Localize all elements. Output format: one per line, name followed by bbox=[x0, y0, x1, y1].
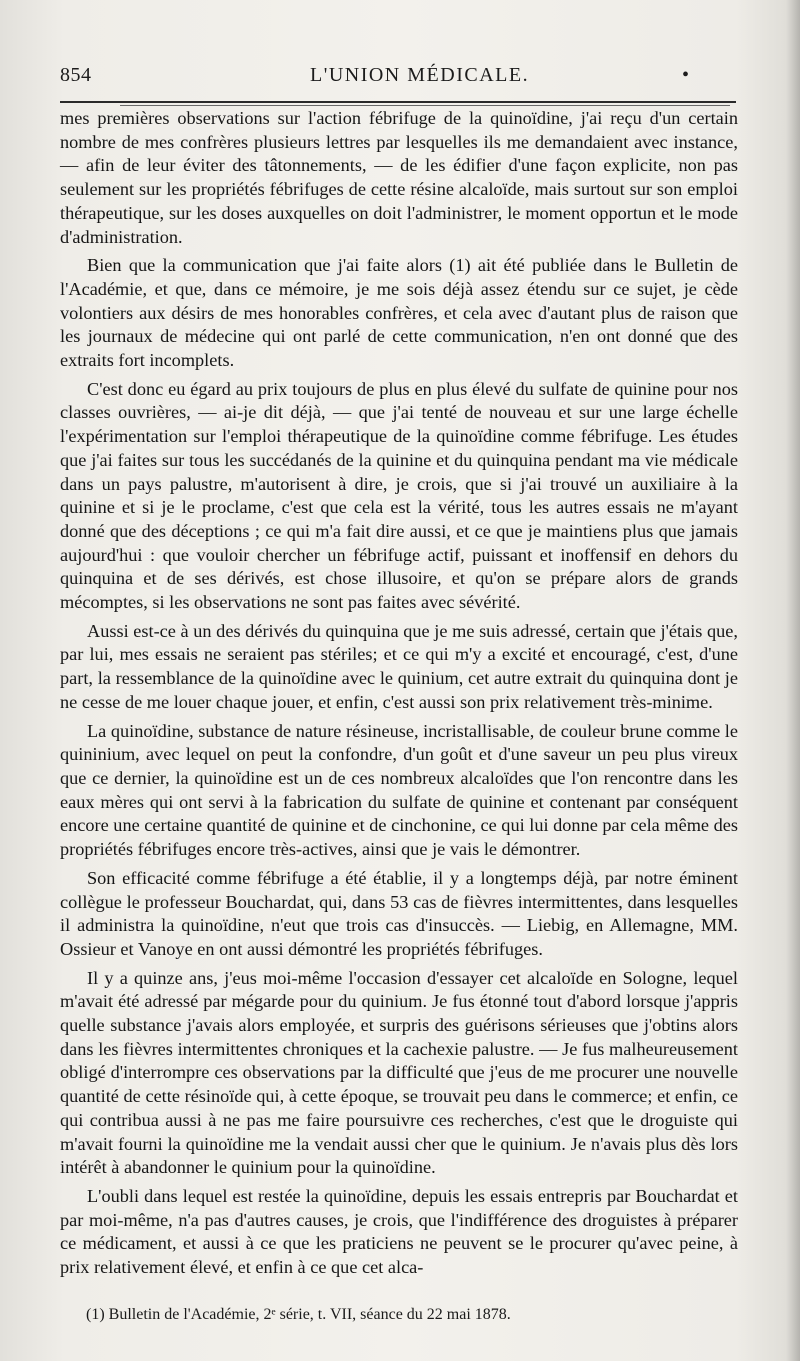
paragraph: La quinoïdine, substance de nature résineuse, incristallisable, de couleur brune comme le quininium, avec lequel on peut la confondre, d'un goût et d'une saveur un peu plus vireux que ce dernier, la quinoïdine est un de ces nombreux alcaloïdes que l'on rencontre dans les eaux mères qui ont servi à la fabrication du sulfate de quinine et contenant par conséquent encore une certaine quantité de quinine et de cinchonine, ce qui lui donne par cela même des propriétés fébrifuges encore très-actives, ainsi que je vais le démontrer. bbox=[60, 720, 738, 860]
paragraph: Aussi est-ce à un des dérivés du quinquina que je me suis adressé, certain que j'étais que, par lui, mes essais ne seraient pas stériles; et ce qui m'y a excité et encouragé, c'est, d'une part, la ressemblance de la quinoïdine avec le quinium, cet autre extrait du quinquina dont je ne cesse de me louer chaque jouer, et enfin, c'est aussi son prix relativement très-minime. bbox=[60, 620, 738, 712]
footnote: (1) Bulletin de l'Académie, 2ᵉ série, t. VII, séance du 22 mai 1878. bbox=[86, 1306, 511, 1323]
header-rule bbox=[60, 101, 736, 103]
header-ornament-dot: • bbox=[682, 64, 690, 86]
page-header bbox=[60, 64, 740, 94]
paragraph: Son efficacité comme fébrifuge a été établie, il y a longtemps déjà, par notre éminent collègue le professeur Bouchardat, qui, dans 53 cas de fièvres intermittentes, dans lesquelles il administra la quinoïdine, n'eut que trois cas d'insuccès. — Liebig, en Allemagne, MM. Ossieur et Vanoye en ont aussi démontré les propriétés fébrifuges. bbox=[60, 867, 738, 959]
paragraph: Il y a quinze ans, j'eus moi-même l'occasion d'essayer cet alcaloïde en Sologne, lequel m'avait été adressé par mégarde pour du quinium. Je fus étonné tout d'abord lorsque j'appris quelle substance j'avais alors employée, et surpris des guérisons sérieuses que j'obtins alors dans les fièvres intermittentes chroniques et la cachexie palustre. — Je fus malheureusement obligé d'interrompre ces observations par la difficulté que j'eus de me procurer une nouvelle quantité de cette résinoïde qui, à cette époque, se trouvait peu dans le commerce; et enfin, ce qui contribua aussi à ne pas me faire poursuivre ces recherches, c'est que le droguiste qui m'avait fourni la quinoïdine me la vendait aussi cher que le quinium. Je n'avais plus dès lors intérêt à abandonner le quinium pour la quinoïdine. bbox=[60, 967, 738, 1178]
paragraph: L'oubli dans lequel est restée la quinoïdine, depuis les essais entrepris par Bouchardat et par moi-même, n'a pas d'autres causes, je crois, que l'indifférence des droguistes à préparer ce médicament, et aussi à ce que les praticiens ne peuvent se le procurer qu'avec peine, à prix relativement élevé, et enfin à ce que cet alca- bbox=[60, 1185, 738, 1278]
paragraph: Bien que la communication que j'ai faite alors (1) ait été publiée dans le Bulletin de l'Académie, et que, dans ce mémoire, je me sois déjà assez étendu sur ce sujet, je cède volontiers aux désirs de mes honorables confrères, et cela avec d'autant plus de raison que les journaux de médecine qui ont parlé de cette communication, n'en ont donné que des extraits fort incomplets. bbox=[60, 255, 738, 371]
paragraph: C'est donc eu égard au prix toujours de plus en plus élevé du sulfate de quinine pour nos classes ouvrières, — ai-je dit déjà, — que j'ai tenté de nouveau et sur une large échelle l'expérimentation sur l'emploi thérapeutique de la quinoïdine comme fébrifuge. Les études que j'ai faites sur tous les succédanés de la quinine et du quinquina pendant ma vie médicale dans un pays palustre, m'autorisent à dire, je crois, que si j'ai trouvé un auxiliaire à la quinine et si je le proclame, c'est que cela est la vérité, tous les autres essais ne m'ayant donné que des déceptions ; ce qui m'a fait dire aussi, et ce que je maintiens plus que jamais aujourd'hui : que vouloir chercher un fébrifuge actif, puissant et inoffensif en dehors du quinquina et de ses dérivés, est chose illusoire, et qu'on se prépare alors de grands mécomptes, si les observations ne sont pas faites avec sévérité. bbox=[60, 378, 738, 613]
body-text bbox=[60, 107, 738, 1285]
page-number: 854 bbox=[60, 64, 92, 86]
running-head-title: L'UNION MÉDICALE. bbox=[310, 64, 530, 86]
paragraph: mes premières observations sur l'action fébrifuge de la quinoïdine, j'ai reçu d'un certain nombre de mes confrères plusieurs lettres par lesquelles ils me demandaient avec instance, — afin de leur éviter des tâtonnements, — de les édifier d'une façon explicite, non pas seulement sur les propriétés fébrifuges de cette résine alcaloïde, mais surtout sur son emploi thérapeutique, sur les doses auxquelles on doit l'administrer, le moment opportun et le mode d'administration. bbox=[60, 108, 738, 247]
header-rule-secondary bbox=[120, 105, 730, 106]
page-edge-shadow bbox=[786, 0, 800, 1361]
